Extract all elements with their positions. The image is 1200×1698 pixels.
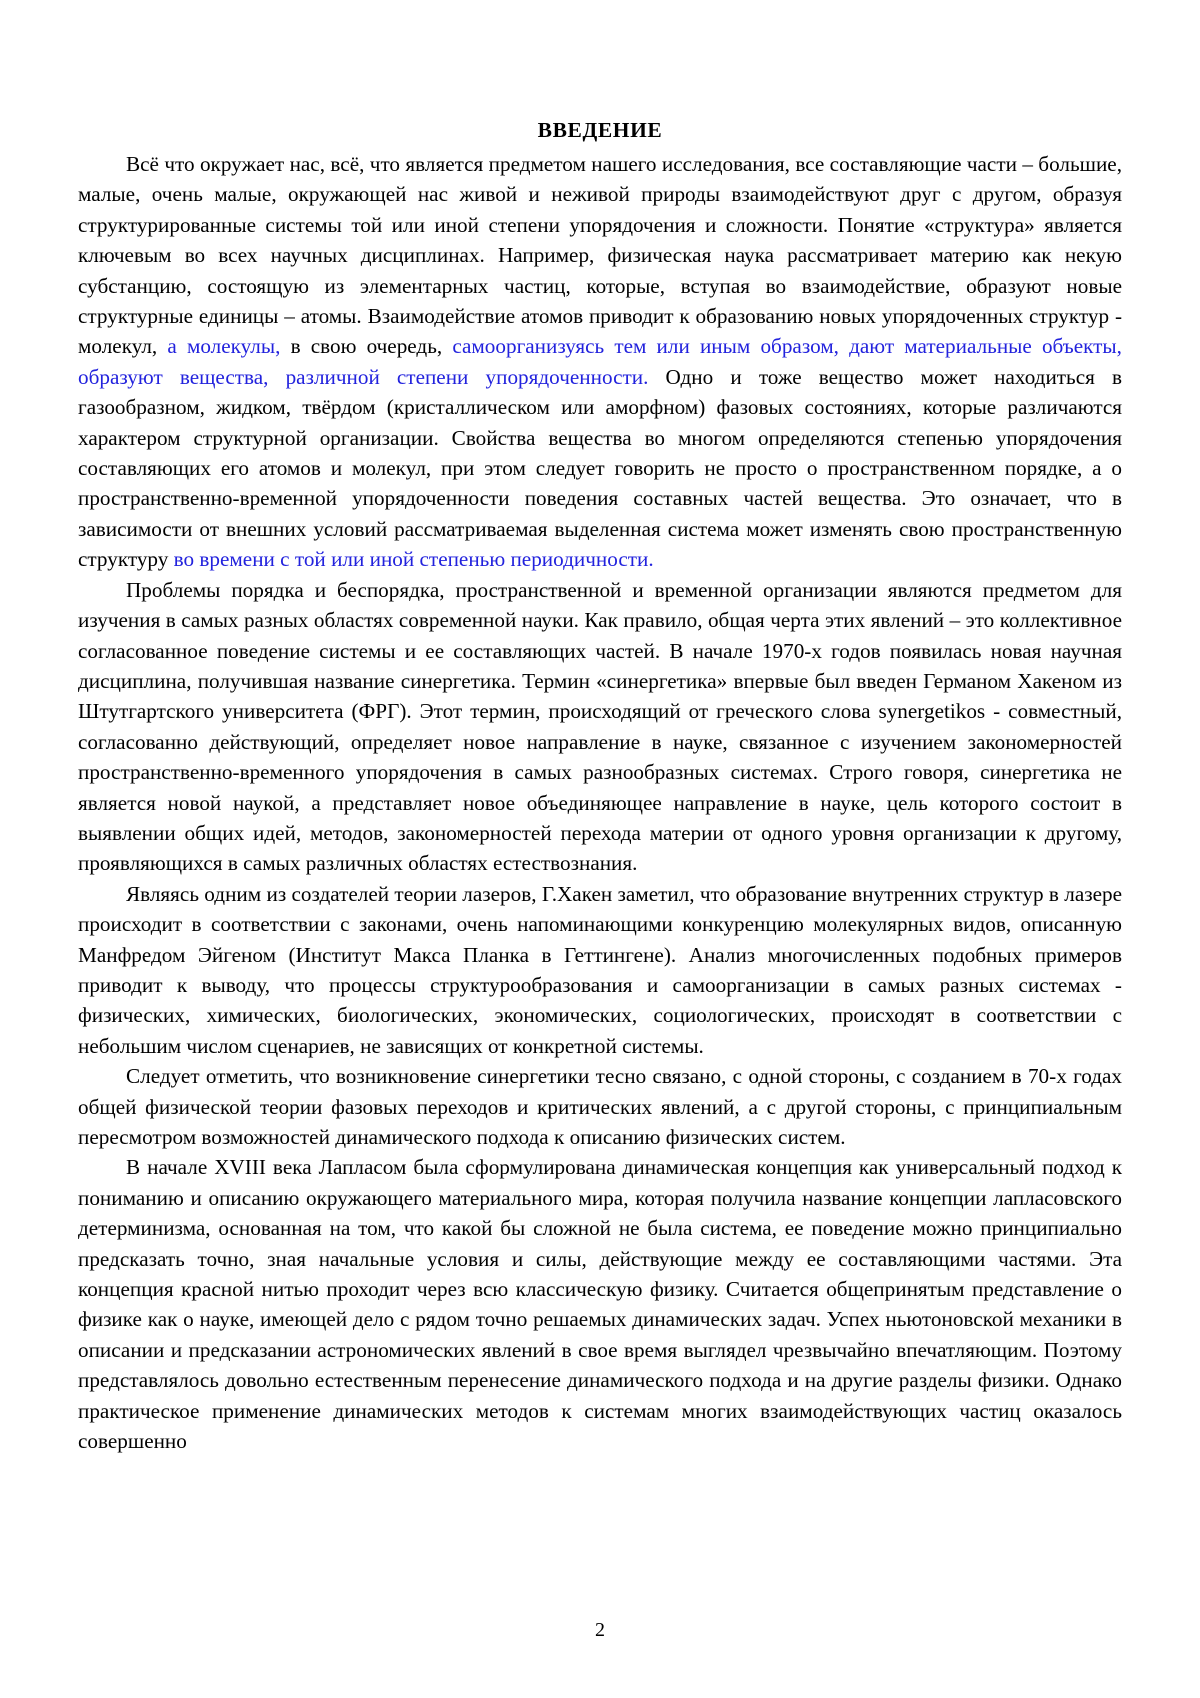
paragraph-3: Являясь одним из создателей теории лазеров, Г.Хакен заметил, что образование внутренних структур в лазере происходит в соответствии с законами, очень напоминающими конкуренцию молекулярных видов, описанную Манфредом Эйгеном (Институт Макса Планка в Геттингене). Анализ многочисленных подобных примеров приводит к выводу, что процессы структурообразования и самоорганизации в самых разных системах - физических, химических, биологических, экономических, социологических, происходят в соответствии с небольшим числом сценариев, не зависящих от конкретной системы. xyxy=(78,881,1122,1058)
page-title: ВВЕДЕНИЕ xyxy=(537,118,663,142)
paragraph-1-highlight-b: самоорганизуясь тем или иным образом, дают материальные объекты, образуют вещества, различной степени упорядоченности. xyxy=(78,334,1122,389)
paragraph-1-highlight-a: а молекулы, xyxy=(167,334,281,359)
paragraph-4: Следует отметить, что возникновение синергетики тесно связано, с одной стороны, с созданием в 70-х годах общей физической теории фазовых переходов и критических явлений, а с другой стороны, с принципиальным пересмотром возможностей динамического подхода к описанию физических систем. xyxy=(78,1064,1122,1149)
page-number: 2 xyxy=(595,1619,605,1641)
document-body xyxy=(78,149,1122,1456)
paragraph-1-text-c: Одно и тоже вещество может находиться в газообразном, жидком, твёрдом (кристаллическом или аморфном) фазовых состояниях, которые различаются характером структурной организации. Свойства вещества во многом определяются степенью упорядочения составляющих его атомов и молекул, при этом следует говорить не просто о пространственном порядке, а о пространственно-временной упорядоченности поведения составных частей вещества. Это означает, что в зависимости от внешних условий рассматриваемая выделенная система может изменять свою пространственную структуру xyxy=(78,364,1122,572)
paragraph-1-text-a: Всё что окружает нас, всё, что является предметом нашего исследования, все составляющие части – большие, малые, очень малые, окружающей нас живой и неживой природы взаимодействуют друг с другом, образуя структурированные системы той или иной степени упорядочения и сложности. Понятие «структура» является ключевым во всех научных дисциплинах. Например, физическая наука рассматривает материю как некую субстанцию, состоящую из элементарных частиц, которые, вступая во взаимодействие, образуют новые структурные единицы – атомы. Взаимодействие атомов приводит к образованию новых упорядоченных структур - молекул, xyxy=(78,152,1122,359)
paragraph-1-highlight-c: во времени с той или иной степенью периодичности. xyxy=(173,547,654,572)
paragraph-2: Проблемы порядка и беспорядка, пространственной и временной организации являются предметом для изучения в самых разных областях современной науки. Как правило, общая черта этих явлений – это коллективное согласованное поведение системы и ее составляющих частей. В начале 1970-х годов появилась новая научная дисциплина, получившая название синергетика. Термин «синергетика» впервые был введен Германом Хакеном из Штутгартского университета (ФРГ). Этот термин, происходящий от греческого слова synergetikos - совместный, согласованно действующий, определяет новое направление в науке, связанное с изучением закономерностей пространственно-временного упорядочения в самых разнообразных системах. Строго говоря, синергетика не является новой наукой, а представляет новое объединяющее направление в науке, цель которого состоит в выявлении общих идей, методов, закономерностей перехода материи от одного уровня организации к другому, проявляющихся в самых различных областях естествознания. xyxy=(78,577,1122,876)
paragraph-1 xyxy=(78,149,1122,575)
paragraph-1-text-b: в свою очередь, xyxy=(280,334,453,359)
paragraph-5: В начале XVIII века Лапласом была сформулирована динамическая концепция как универсальный подход к пониманию и описанию окружающего материального мира, которая получила название концепции лапласовского детерминизма, основанная на том, что какой бы сложной не была система, ее поведение можно принципиально предсказать точно, зная начальные условия и силы, действующие между ее составляющими частями. Эта концепция красной нитью проходит через всю классическую физику. Считается общепринятым представление о физике как о науке, имеющей дело с рядом точно решаемых динамических задач. Успех ньютоновской механики в описании и предсказании астрономических явлений в свое время выглядел чрезвычайно впечатляющим. Поэтому представлялось довольно естественным перенесение динамического подхода и на другие разделы физики. Однако практическое применение динамических методов к системам многих взаимодействующих частиц оказалось совершенно xyxy=(78,1155,1122,1454)
